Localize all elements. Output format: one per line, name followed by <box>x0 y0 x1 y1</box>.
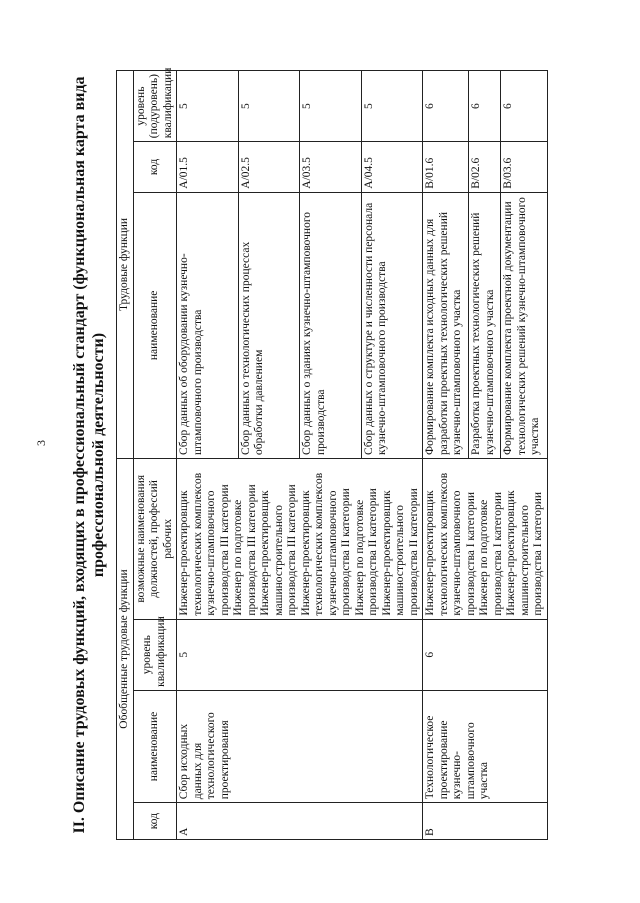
tf-name: Формирование комплекта проектной документации технологических решений кузнечно-штамповочного участка <box>501 192 547 458</box>
tf-code: B/03.6 <box>501 142 547 193</box>
table-row <box>177 71 239 840</box>
header-name: наименование <box>133 690 177 802</box>
tf-name: Сбор данных об оборудовании кузнечно-штамповочного производства <box>177 192 239 458</box>
gtf-positions <box>177 458 423 619</box>
header-tf-name: наименование <box>133 192 177 458</box>
tf-code: A/04.5 <box>361 142 423 193</box>
gtf-level: 5 <box>177 619 423 690</box>
tf-level: 5 <box>177 71 239 142</box>
header-labor: Трудовые функции <box>117 71 134 459</box>
gtf-name: Сбор исходных данных для технологического проектирования <box>177 690 423 802</box>
tf-code: B/01.6 <box>423 142 469 193</box>
tf-level: 6 <box>423 71 469 142</box>
header-tf-level: уровень (подуровень) квалификации <box>133 71 177 142</box>
position-item: Инженер-проектировщик технологических комплексов кузнечно-штамповочного производства I категории <box>424 472 477 616</box>
page-number: 3 <box>34 440 48 446</box>
functional-map-table <box>116 67 548 840</box>
position-item: Инженер по подготовке производства III категории <box>232 484 258 616</box>
gtf-name: Технологическое проектирование кузнечно-штамповочного участка <box>423 690 548 802</box>
position-item: Инженер-проектировщик машиностроительного производства II категории <box>380 488 420 616</box>
gtf-positions <box>423 458 548 619</box>
gtf-level: 6 <box>423 619 548 690</box>
rotated-page-content <box>70 67 610 840</box>
position-item: Инженер-проектировщик технологических комплексов кузнечно-штамповочного производства II категории <box>299 472 352 616</box>
tf-code: B/02.6 <box>469 142 501 193</box>
table-body <box>177 71 548 840</box>
tf-level: 6 <box>469 71 501 142</box>
section-title: II. Описание трудовых функций, входящих в профессиональный стандарт (функциональная карта вида профессиональной деятельности) <box>71 76 107 834</box>
header-positions: возможные наименования должностей, профессий рабочих <box>133 458 177 619</box>
tf-code: A/02.5 <box>238 142 300 193</box>
tf-name: Сбор данных о структуре и численности персонала кузнечно-штамповочного производства <box>361 192 423 458</box>
header-tf-code: код <box>133 142 177 193</box>
tf-name: Сбор данных о технологических процессах обработки давлением <box>238 192 300 458</box>
tf-name: Сбор данных о зданиях кузнечно-штамповочного производства <box>300 192 362 458</box>
header-level: уровень квалификации <box>133 619 177 690</box>
tf-level: 5 <box>300 71 362 142</box>
gtf-code: B <box>423 803 548 840</box>
gtf-code: A <box>177 803 423 840</box>
position-item: Инженер по подготовке производства I категории <box>478 492 504 616</box>
header-code: код <box>133 803 177 840</box>
tf-level: 6 <box>501 71 547 142</box>
tf-code: A/01.5 <box>177 142 239 193</box>
table-row <box>423 71 469 840</box>
tf-level: 5 <box>361 71 423 142</box>
tf-name: Разработка проектных технологических решений кузнечно-штамповочного участка <box>469 192 501 458</box>
position-item: Инженер-проектировщик технологических комплексов кузнечно-штамповочного производства III категории <box>178 472 231 616</box>
position-item: Инженер-проектировщик машиностроительного производства I категории <box>505 490 544 616</box>
tf-code: A/03.5 <box>300 142 362 193</box>
header-generalized: Обобщенные трудовые функции <box>117 458 134 839</box>
position-item: Инженер-проектировщик машиностроительного производства III категории <box>259 484 298 616</box>
position-item: Инженер по подготовке производства II категории <box>353 488 379 616</box>
tf-level: 5 <box>238 71 300 142</box>
tf-name: Формирование комплекта исходных данных для разработки проектных технологических решений кузнечно-штамповочного участка <box>423 192 469 458</box>
